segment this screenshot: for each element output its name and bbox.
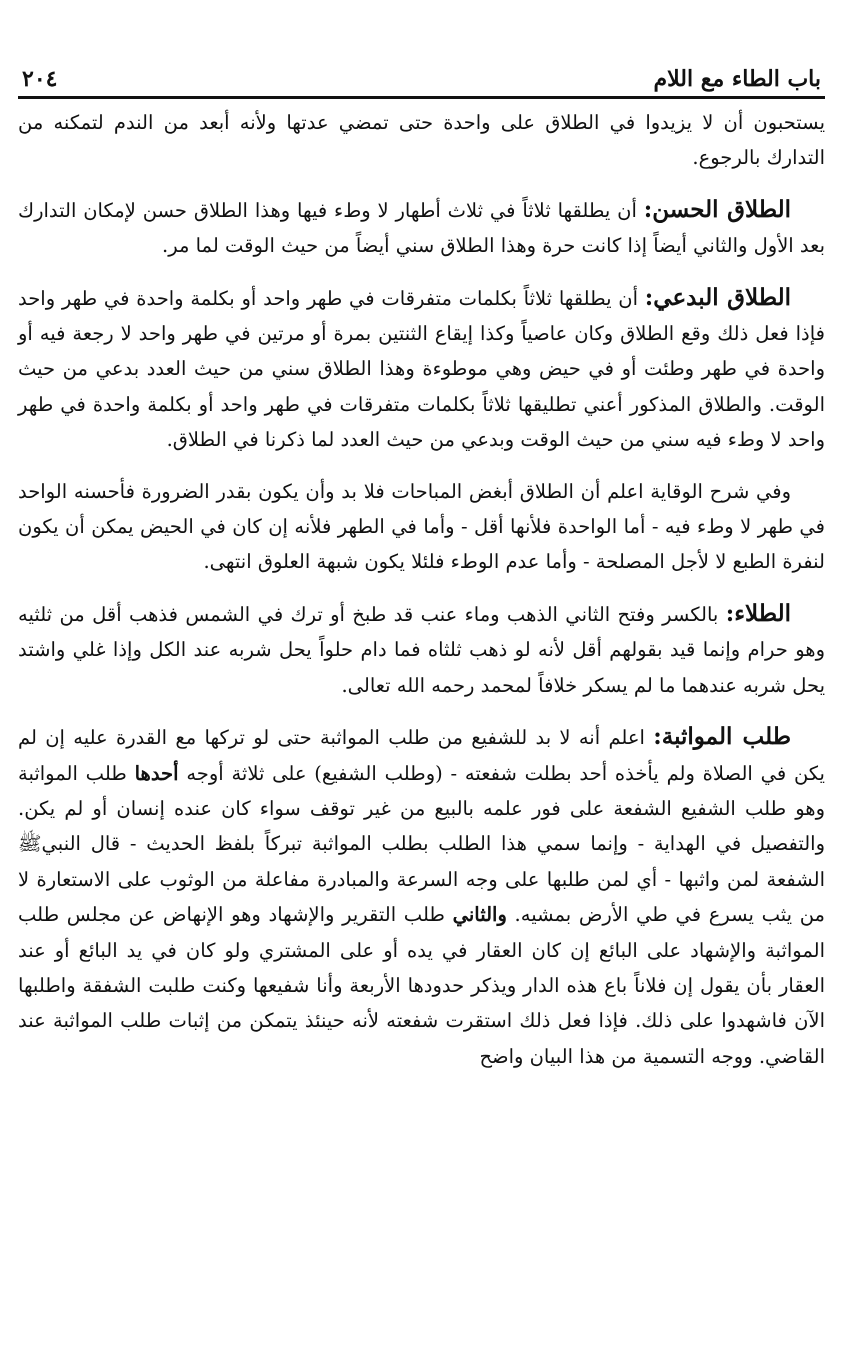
paragraph-text: وفي شرح الوقاية اعلم أن الطلاق أبغض المباحات فلا بد وأن يكون بقدر الضرورة فأحسنه الواحد في طهر لا وطء فيه - أما الواحدة فلأنها أقل - وأما في الطهر فلأنه إن كان في الحيض يمكن أن يكون لنفرة الطبع لا لأجل المصلحة - وأما عدم الوطء فلئلا يكون شبهة العلوق انتهى. bbox=[18, 479, 825, 574]
entry-term: الطلاق البدعي: bbox=[644, 283, 791, 311]
entry-term: الطلاق الحسن: bbox=[643, 195, 791, 223]
page-header bbox=[18, 52, 825, 99]
paragraph-text: أن يطلقها ثلاثاً في ثلاث أطهار لا وطء فيها وهذا الطلاق حسن لإمكان التدارك بعد الأول والثاني أيضاً إذا كانت حرة وهذا الطلاق سني أيضاً من حيث الوقت لما مر. bbox=[18, 198, 825, 258]
page-body bbox=[18, 105, 825, 1074]
paragraph-tila bbox=[18, 596, 825, 703]
entry-term: طلب المواثبة: bbox=[653, 723, 791, 751]
paragraph-text: أن يطلقها ثلاثاً بكلمات متفرقات في طهر واحد أو بكلمة واحدة في طهر واحد فإذا فعل ذلك وقع الطلاق وكان عاصياً وكذا إيقاع الثنتين بمرة أو مرتين في طهر واحد لا رجعة فيه أو واحدة في طهر وطئت أو في حيض وهي موطوءة وهذا الطلاق سني من حيث العدد بدعي من حيث الوقت. والطلاق المذكور أعني تطليقها ثلاثاً بكلمات متفرقات في طهر واحد أو بكلمة واحدة في طهر واحد لا وطء فيه سني من حيث الوقت وبدعي من حيث العدد لما ذكرنا في الطلاق. bbox=[18, 286, 825, 452]
paragraph-text: بالكسر وفتح الثاني الذهب وماء عنب قد طبخ أو ترك في الشمس فذهب أقل من ثلثيه وهو حرام وإنما قيد بقولهم أقل لأنه لو ذهب ثلثاه فما دام حلواً يحل شربه عند الكل وإذا غلي واشتد يحل شربه عندهما ما لم يسكر خلافاً لمحمد رحمه الله تعالى. bbox=[18, 602, 825, 697]
emphasis-first: أحدها bbox=[134, 761, 179, 785]
entry-term: الطلاء: bbox=[725, 599, 791, 627]
paragraph-text: طلب التقرير والإشهاد وهو الإنهاض عن مجلس طلب المواثبة والإشهاد على البائع إن كان العقار في يده أو على المشتري ولو كان في يد البائع أو عند العقار بأن يقول إن فلاناً باع هذه الدار ويذكر حدودها الأربعة وأنا شفيعها وكنت طلبت الشفقة واطلبها الآن فاشهدوا على ذلك. فإذا فعل ذلك استقرت شفعته لأنه حينئذ يتمكن من إثبات طلب المواثبة عند القاضي. ووجه التسمية من هذا البيان واضح bbox=[18, 903, 825, 1068]
paragraph-talaq-hasan bbox=[18, 192, 825, 264]
paragraph-text: يستحبون أن لا يزيدوا في الطلاق على واحدة حتى تمضي عدتها ولأنه أبعد من الندم لتمكنه من التدارك بالرجوع. bbox=[18, 111, 825, 170]
paragraph-continuation bbox=[18, 105, 825, 176]
paragraph-wiqaya bbox=[18, 474, 825, 580]
paragraph-talaq-bidi bbox=[18, 280, 825, 458]
emphasis-second: والثاني bbox=[452, 903, 507, 927]
chapter-title: باب الطاء مع اللام bbox=[653, 66, 821, 92]
paragraph-text: اعلم أنه لا بد للشفيع من طلب المواثبة حتى لو تركها مع القدرة عليه إن لم يكن في الصلاة ولم يأخذه أحد بطلت شفعته - (وطلب الشفيع) على ثلاثة أوجه bbox=[18, 726, 825, 785]
paragraph-talab-muwathaba bbox=[18, 719, 825, 1074]
page-number: ٢٠٤ bbox=[22, 66, 58, 92]
paragraph-text: طلب المواثبة وهو طلب الشفيع الشفعة على فور علمه بالبيع من غير توقف سواء كان عنده إنسان أو لم يكن. والتفصيل في الهداية - وإنما سمي هذا الطلب بطلب المواثبة تبركاً بلفظ الحديث - قال النبيﷺ الشفعة لمن واثبها - أي لمن طلبها على وجه السرعة والمبادرة مفاعلة من الوثوب على الاستعارة لا من يثب يسرع في طي الأرض بمشيه. bbox=[18, 761, 825, 927]
